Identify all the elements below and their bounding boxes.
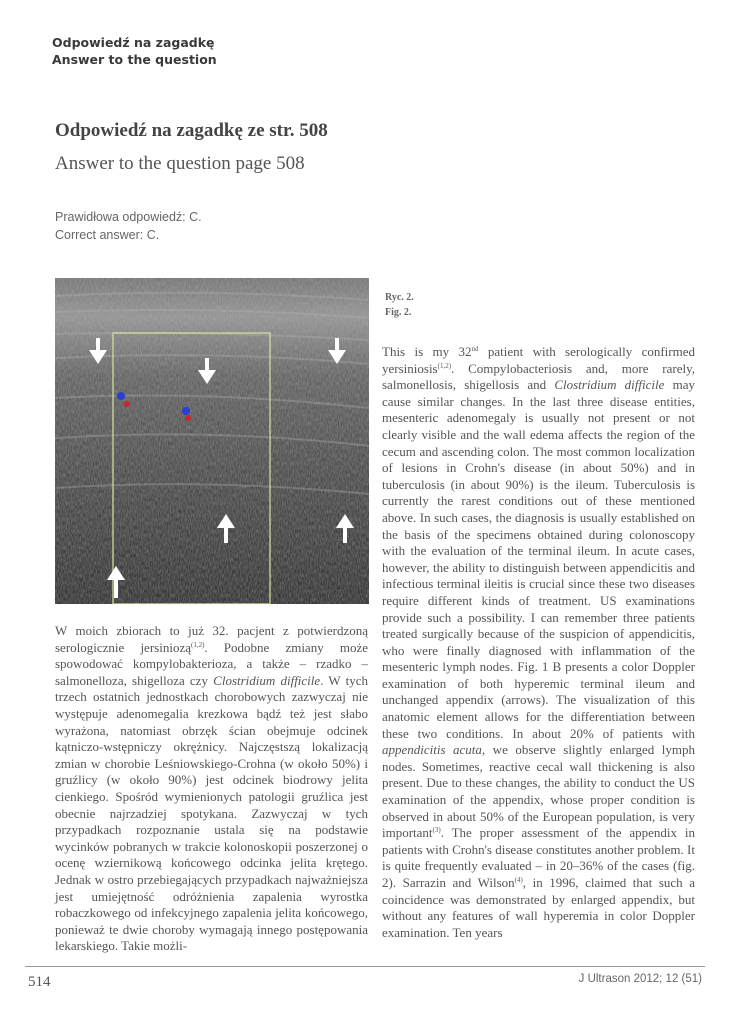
page-number: 514 xyxy=(28,974,51,990)
title-polish: Odpowiedź na zagadkę ze str. 508 xyxy=(55,120,328,141)
header-line-en: Answer to the question xyxy=(52,52,217,67)
reference: (4) xyxy=(514,876,523,884)
section-header xyxy=(52,34,452,68)
italic-term: Clostridium difficile xyxy=(554,377,665,393)
ultrasound-image xyxy=(55,278,369,604)
italic-term: Clostridium difficile xyxy=(213,672,321,688)
text-segment: W moich zbiorach to już 32. pacjent z potwierdzoną serologicznie jersiniozą xyxy=(55,623,368,655)
footer-divider xyxy=(25,966,705,967)
text-segment: patient with serologically confirmed yersiniosis xyxy=(382,344,695,376)
text-segment: , we observe slightly enlarged lymph nodes. Sometimes, reactive cecal wall thickening is also present. Due to these changes, the ability to conduct the US examination of the appendix, whose proper condition is observed in about 50% of the European population, is very important xyxy=(382,742,695,841)
reference: (3) xyxy=(432,826,441,835)
reference: (1,2) xyxy=(437,361,452,370)
header-line-pl: Odpowiedź na zagadkę xyxy=(52,35,215,50)
title-english: Answer to the question page 508 xyxy=(55,153,305,174)
text-segment: may cause similar changes. In the last three disease entities, mesenteric adenomegaly is usually not present or not clearly visible and the wall edema affects the region of the cecum and ascending colon. The most common localization of lesions in Crohn's disease (in about 50%) and in tuberculosis (in about 90%) is the ileum. Tuberculosis is currently the rarest conditions out of these mentioned above. In such cases, the diagnosis is usually established on the basis of the specimens obtained during colonoscopy with the evaluation of the terminal ileum. In acute cases, however, the ability to distinguish between appendicitis and infectious terminal ileitis is crucial since these two diseases require different kinds of treatment. US examinations provide such a possibility. I can remember three patients treated surgically because of the suspicion of appendicitis, who were finally diagnosed with inflammation of the mesenteric lymph nodes. Fig. 1 B presents a color Doppler examination of both hyperemic terminal ileum and unchanged appendix (arrows). The visualization of this anatomic element allows for the differentiation between these two conditions. In about 20% of patients with xyxy=(382,377,696,741)
ordinal-suffix: nd xyxy=(471,345,479,353)
journal-citation: J Ultrason 2012; 12 (51) xyxy=(578,973,702,985)
italic-term: appendicitis acuta xyxy=(382,742,482,758)
figure-caption xyxy=(385,290,485,320)
text-segment: , in 1996, claimed that such a coincidence was demonstrated by enlarged appendix, but without any features of wall hyperemia in color Doppler examination. Ten years xyxy=(382,875,695,940)
text-segment: . W tych trzech ostatnich jednostkach chorobowych zazwyczaj nie występuje adenomegalia krezkowa bądź też jest słabo wyrażona, natomiast obrzęk ścian obejmuje odcinek kątniczo-wstępniczy okrężnicy. Najczęstszą lokalizacją zmian w chorobie Leśniowskiego-Crohna (w około 50%) i gruźlicy (w około 90%) jest odcinek biodrowy jelita cienkiego. Spośród wymienionych patologii gruźlica jest obecnie najrzadziej spotykana. Zazwyczaj w tych przypadkach rozpoznanie ustala się na podstawie wycinków pobranych w trakcie kolonoskopii poszerzonej o ocenę wziernikową końcowego odcinka jelita krętego. Jednak w ostro przebiegających przypadkach najważniejsza jest umiejętność odróżnienia zapalenia wyrostka robaczkowego od infekcyjnego zapalenia jelita końcowego, ponieważ te dwie choroby wymagają innego postępowania lekarskiego. Takie możli- xyxy=(55,672,368,954)
text-segment: . Podobne zmiany może spowodować kompylobakterioza, a także – rzadko – salmonelloza, shigelloza czy xyxy=(55,639,368,688)
answer-polish: Prawidłowa odpowiedź: C. xyxy=(55,210,202,224)
figure-caption-en: Fig. 2. xyxy=(385,307,412,318)
correct-answer-block xyxy=(55,208,355,244)
reference: (1,2) xyxy=(190,640,205,649)
text-segment: This is my 32 xyxy=(382,344,472,359)
body-text-polish xyxy=(55,623,368,955)
answer-english: Correct answer: C. xyxy=(55,228,160,242)
text-segment: . Compylobacteriosis and, more rarely, salmonellosis, shigellosis and xyxy=(382,360,695,393)
text-segment: . The proper assessment of the appendix in patients with Crohn's disease constitutes another problem. It is quite frequently evaluated – in 20–36% of the cases (fig. 2). Sarrazin and Wilson xyxy=(382,825,695,890)
body-text-english xyxy=(382,344,695,941)
figure-caption-pl: Ryc. 2. xyxy=(385,292,414,303)
